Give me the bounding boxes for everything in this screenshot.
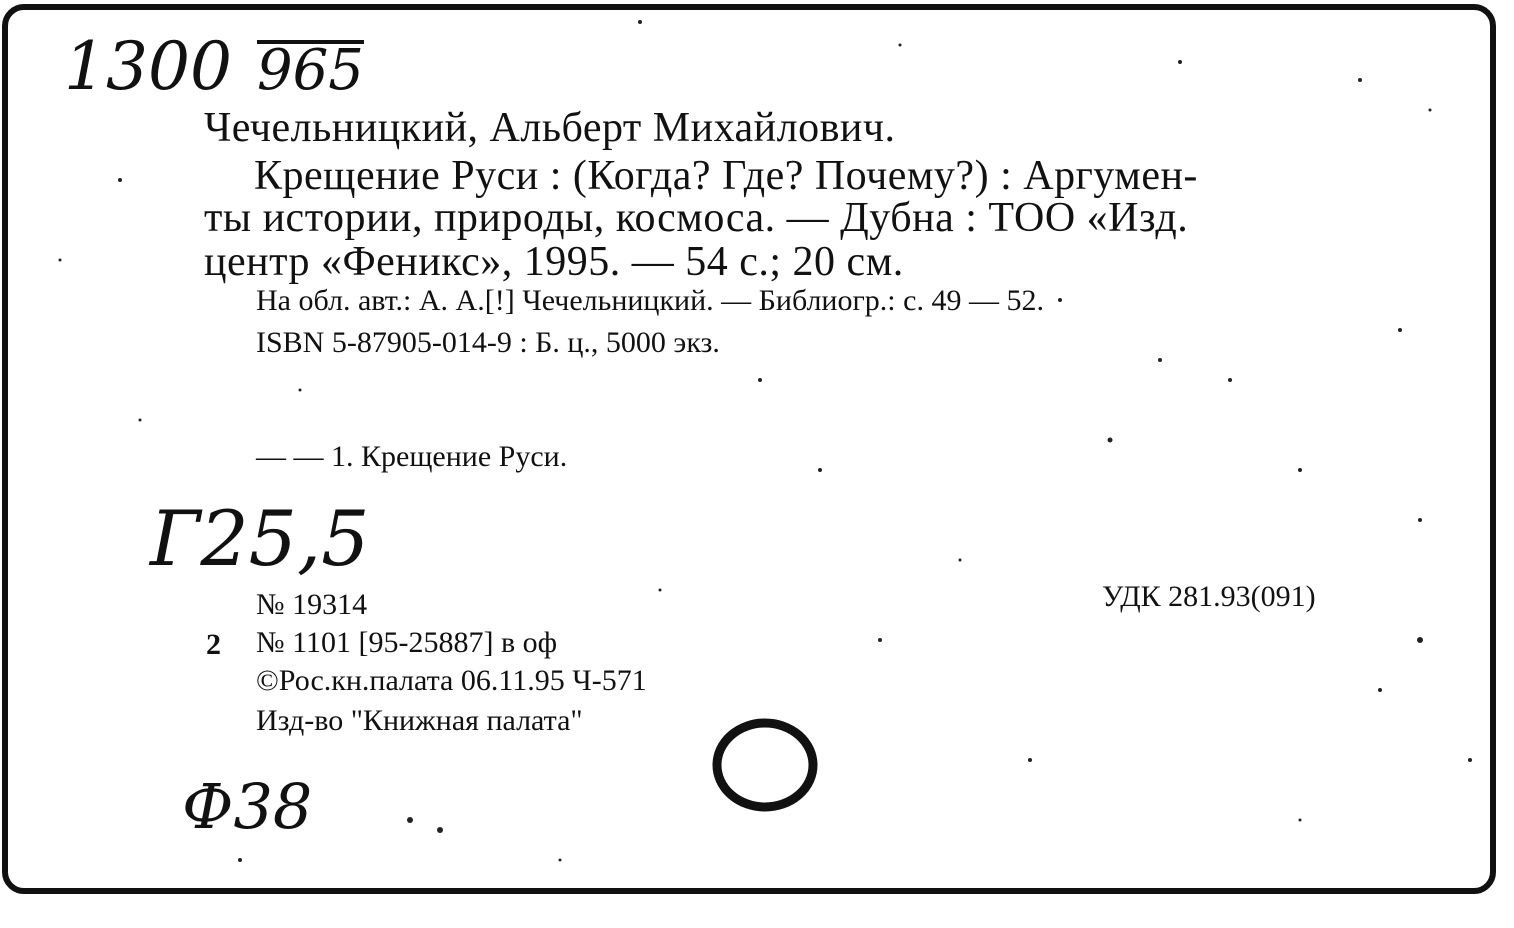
copyright-line: ©Рос.кн.палата 06.11.95 Ч-571	[256, 664, 647, 697]
call-number-fraction: 965	[256, 38, 364, 103]
handwritten-shelf-mark: Ф38	[182, 770, 313, 843]
isbn-line: ISBN 5-87905-014-9 : Б. ц., 5000 экз.	[256, 326, 720, 359]
publisher-line: Изд-во "Книжная палата"	[256, 704, 583, 737]
note-line: На обл. авт.: А. А.[!] Чечельницкий. — Библиогр.: с. 49 — 52.	[256, 284, 1044, 317]
udk-code: УДК 281.93(091)	[1102, 580, 1316, 613]
title-line-1: Крещение Руси : (Когда? Где? Почему?) : Аргумен-	[254, 153, 1198, 199]
handwritten-call-number	[64, 28, 364, 105]
title-line-3: центр «Феникс», 1995. — 54 с.; 20 см.	[204, 239, 904, 285]
copy-count: 2	[206, 628, 221, 661]
order-line: № 1101 [95-25887] в оф	[256, 626, 558, 659]
subject-line: — — 1. Крещение Руси.	[256, 440, 568, 473]
title-line-2: ты истории, природы, космоса. — Дубна : ТОО «Изд.	[204, 195, 1189, 241]
punch-hole-circle	[700, 710, 830, 820]
call-number-top: 1300	[64, 28, 232, 105]
handwritten-classification: Г25,5	[150, 494, 370, 583]
author-line: Чечельницкий, Альберт Михайлович.	[204, 105, 896, 151]
card-number: № 19314	[256, 588, 368, 621]
